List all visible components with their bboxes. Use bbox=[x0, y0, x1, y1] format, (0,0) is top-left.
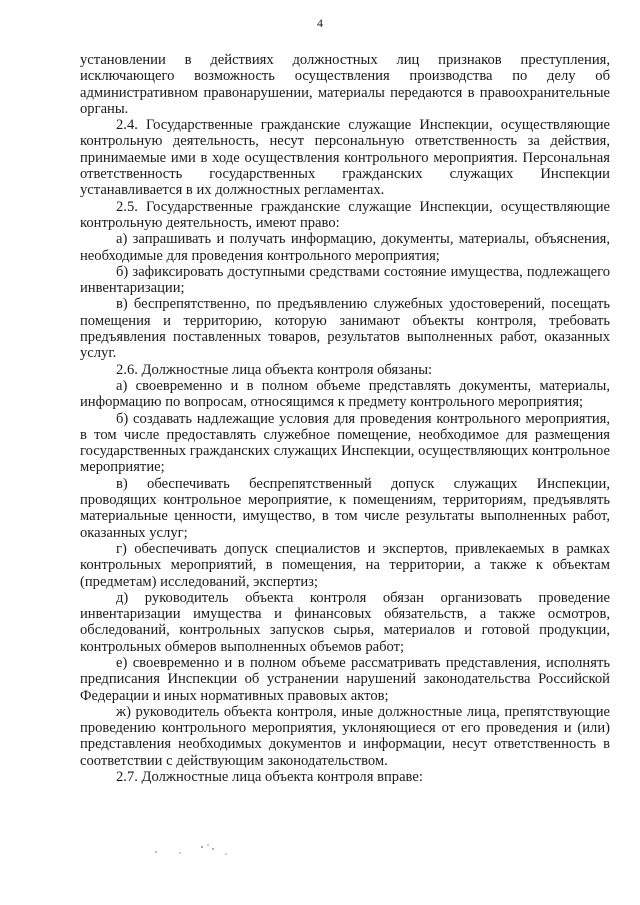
list-item-2-6-g: г) обеспечивать допуск специалистов и экспертов, привлекаемых в рамках контрольных мероприятий, в помещения, на территории, а также к объектам (предметам) исследований, экспертиз; bbox=[80, 540, 610, 590]
page-number: 4 bbox=[317, 16, 323, 30]
list-item-2-6-d: д) руководитель объекта контроля обязан организовать проведение инвентаризации имущества и финансовых обязательств, а также осмотров, обследований, контрольных запусков сырья, материалов и готовой продукции, контрольных обмеров выполненных объемов работ; bbox=[80, 589, 610, 655]
list-item-2-5-v: в) беспрепятственно, по предъявлению служебных удостоверений, посещать помещения и территорию, которую занимают объекты контроля, требовать предъявления поставленных товаров, результатов выполненных работ, оказанных услуг. bbox=[80, 296, 610, 362]
list-item-2-5-a: а) запрашивать и получать информацию, документы, материалы, объяснения, необходимые для проведения контрольного мероприятия; bbox=[80, 231, 610, 264]
list-item-2-6-zh: ж) руководитель объекта контроля, иные должностные лица, препятствующие проведению контрольного мероприятия, уклоняющиеся от его проведения и (или) представления необходимых документов и информации, несут ответственность в соответствии с действующим законодательством. bbox=[80, 703, 610, 769]
list-item-2-5-b: б) зафиксировать доступными средствами состояние имущества, подлежащего инвентаризации; bbox=[80, 263, 610, 297]
paragraph-2-6: 2.6. Должностные лица объекта контроля обязаны: bbox=[116, 361, 433, 378]
paragraph-2-7: 2.7. Должностные лица объекта контроля вправе: bbox=[116, 769, 423, 786]
list-item-2-6-a: а) своевременно и в полном объеме представлять документы, материалы, информацию по вопросам, относящимся к предмету контрольного мероприятия; bbox=[80, 377, 610, 411]
list-item-2-6-v: в) обеспечивать беспрепятственный допуск служащих Инспекции, проводящих контрольное мероприятие, к помещениям, территориям, предъявлять материальные ценности, имущество, в том числе результаты выполненных работ, оказанных услуг; bbox=[80, 475, 610, 541]
list-item-2-6-e: е) своевременно и в полном объеме рассматривать представления, исполнять предписания Инспекции об устранении нарушений законодательства Российской Федерации и иных нормативных правовых актов; bbox=[80, 654, 610, 704]
document-body bbox=[80, 52, 610, 785]
scan-noise bbox=[150, 843, 240, 857]
paragraph-2-4: 2.4. Государственные гражданские служащие Инспекции, осуществляющие контрольную деятельность, несут персональную ответственность за действия, принимаемые ими в ходе осуществления контрольного мероприятия. Персональная ответственность государственных гражданских служащих Инспекции устанавливается в их должностных регламентах. bbox=[80, 117, 610, 199]
paragraph-continuation: установлении в действиях должностных лиц признаков преступления, исключающего возможность осуществления производства по делу об административном правонарушении, материалы передаются в правоохранительные органы. bbox=[80, 52, 610, 117]
paragraph-2-5: 2.5. Государственные гражданские служащие Инспекции, осуществляющие контрольную деятельность, имеют право: bbox=[80, 198, 610, 231]
list-item-2-6-b: б) создавать надлежащие условия для проведения контрольного мероприятия, в том числе предоставлять служебное помещение, необходимое для размещения государственных гражданских служащих Инспекции, осуществляющих контрольное мероприятие; bbox=[80, 410, 610, 476]
